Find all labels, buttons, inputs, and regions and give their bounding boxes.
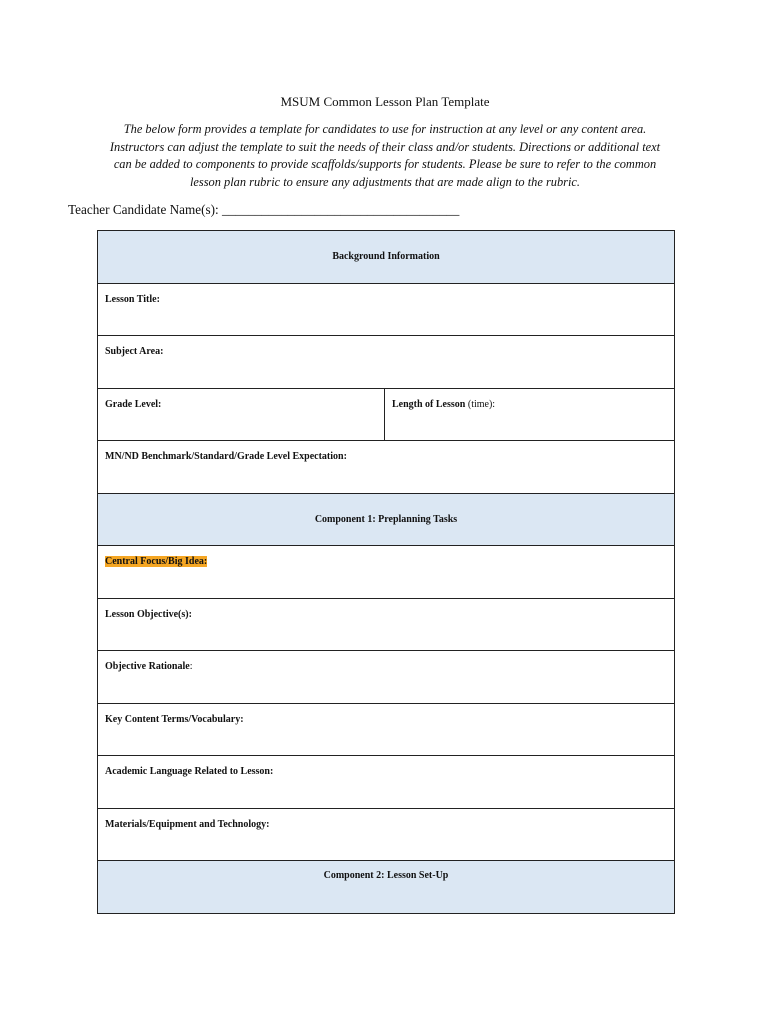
teacher-name-label: Teacher Candidate Name(s): bbox=[68, 202, 222, 217]
central-focus-row bbox=[98, 546, 675, 599]
lesson-objectives-label: Lesson Objective(s): bbox=[105, 608, 192, 620]
central-focus-field[interactable] bbox=[98, 546, 675, 599]
background-information-header: Background Information bbox=[98, 231, 675, 284]
lesson-title-row bbox=[98, 283, 675, 336]
teacher-name-line bbox=[68, 202, 459, 218]
central-focus-label bbox=[98, 546, 674, 567]
materials-label: Materials/Equipment and Technology: bbox=[105, 818, 270, 830]
document-title: MSUM Common Lesson Plan Template bbox=[280, 94, 490, 109]
key-terms-field[interactable] bbox=[98, 703, 675, 756]
lesson-objectives-row bbox=[98, 598, 675, 651]
benchmark-field[interactable] bbox=[98, 441, 675, 494]
objective-rationale-row bbox=[98, 651, 675, 704]
key-terms-row bbox=[98, 703, 675, 756]
benchmark-row bbox=[98, 441, 675, 494]
subject-area-row bbox=[98, 336, 675, 389]
component1-header-row bbox=[98, 493, 675, 546]
materials-row bbox=[98, 808, 675, 861]
objective-rationale-field[interactable] bbox=[98, 651, 675, 704]
academic-language-label: Academic Language Related to Lesson: bbox=[105, 766, 274, 777]
lesson-title-field[interactable] bbox=[98, 283, 675, 336]
teacher-name-field[interactable]: ____________________________________ bbox=[221, 202, 460, 217]
background-header-row bbox=[98, 231, 675, 284]
central-focus-highlight: Central Focus/Big Idea: bbox=[105, 556, 208, 567]
subject-area-field[interactable] bbox=[98, 336, 675, 389]
grade-length-row bbox=[98, 388, 675, 441]
objective-rationale-label: Objective Rationale: bbox=[105, 661, 193, 672]
intro-line: can be added to components to provide scaffolds/supports for students. Please be sure to refer to the common bbox=[113, 157, 657, 172]
subject-area-label: Subject Area: bbox=[105, 346, 164, 357]
intro-line: The below form provides a template for candidates to use for instruction at any level or any content area. bbox=[123, 122, 647, 136]
lesson-plan-table bbox=[97, 230, 675, 914]
academic-language-row bbox=[98, 756, 675, 809]
length-of-lesson-field[interactable] bbox=[385, 388, 675, 441]
intro-line: Instructors can adjust the template to suit the needs of their class and/or students. Directions or additional text bbox=[109, 139, 661, 154]
grade-level-label: Grade Level: bbox=[105, 398, 162, 410]
component1-header: Component 1: Preplanning Tasks bbox=[98, 493, 675, 546]
benchmark-label: MN/ND Benchmark/Standard/Grade Level Expectation: bbox=[105, 451, 347, 462]
intro-line: lesson plan rubric to ensure any adjustments that are made align to the rubric. bbox=[189, 174, 581, 189]
grade-level-field[interactable] bbox=[98, 388, 385, 441]
lesson-title-label: Lesson Title: bbox=[105, 293, 160, 305]
length-of-lesson-label: Length of Lesson (time): bbox=[392, 398, 496, 410]
academic-language-field[interactable] bbox=[98, 756, 675, 809]
component2-header: Component 2: Lesson Set-Up bbox=[98, 861, 675, 914]
key-terms-label: Key Content Terms/Vocabulary: bbox=[105, 713, 244, 725]
lesson-objectives-field[interactable] bbox=[98, 598, 675, 651]
component2-header-row bbox=[98, 861, 675, 914]
intro-paragraph bbox=[66, 121, 704, 191]
materials-field[interactable] bbox=[98, 808, 675, 861]
